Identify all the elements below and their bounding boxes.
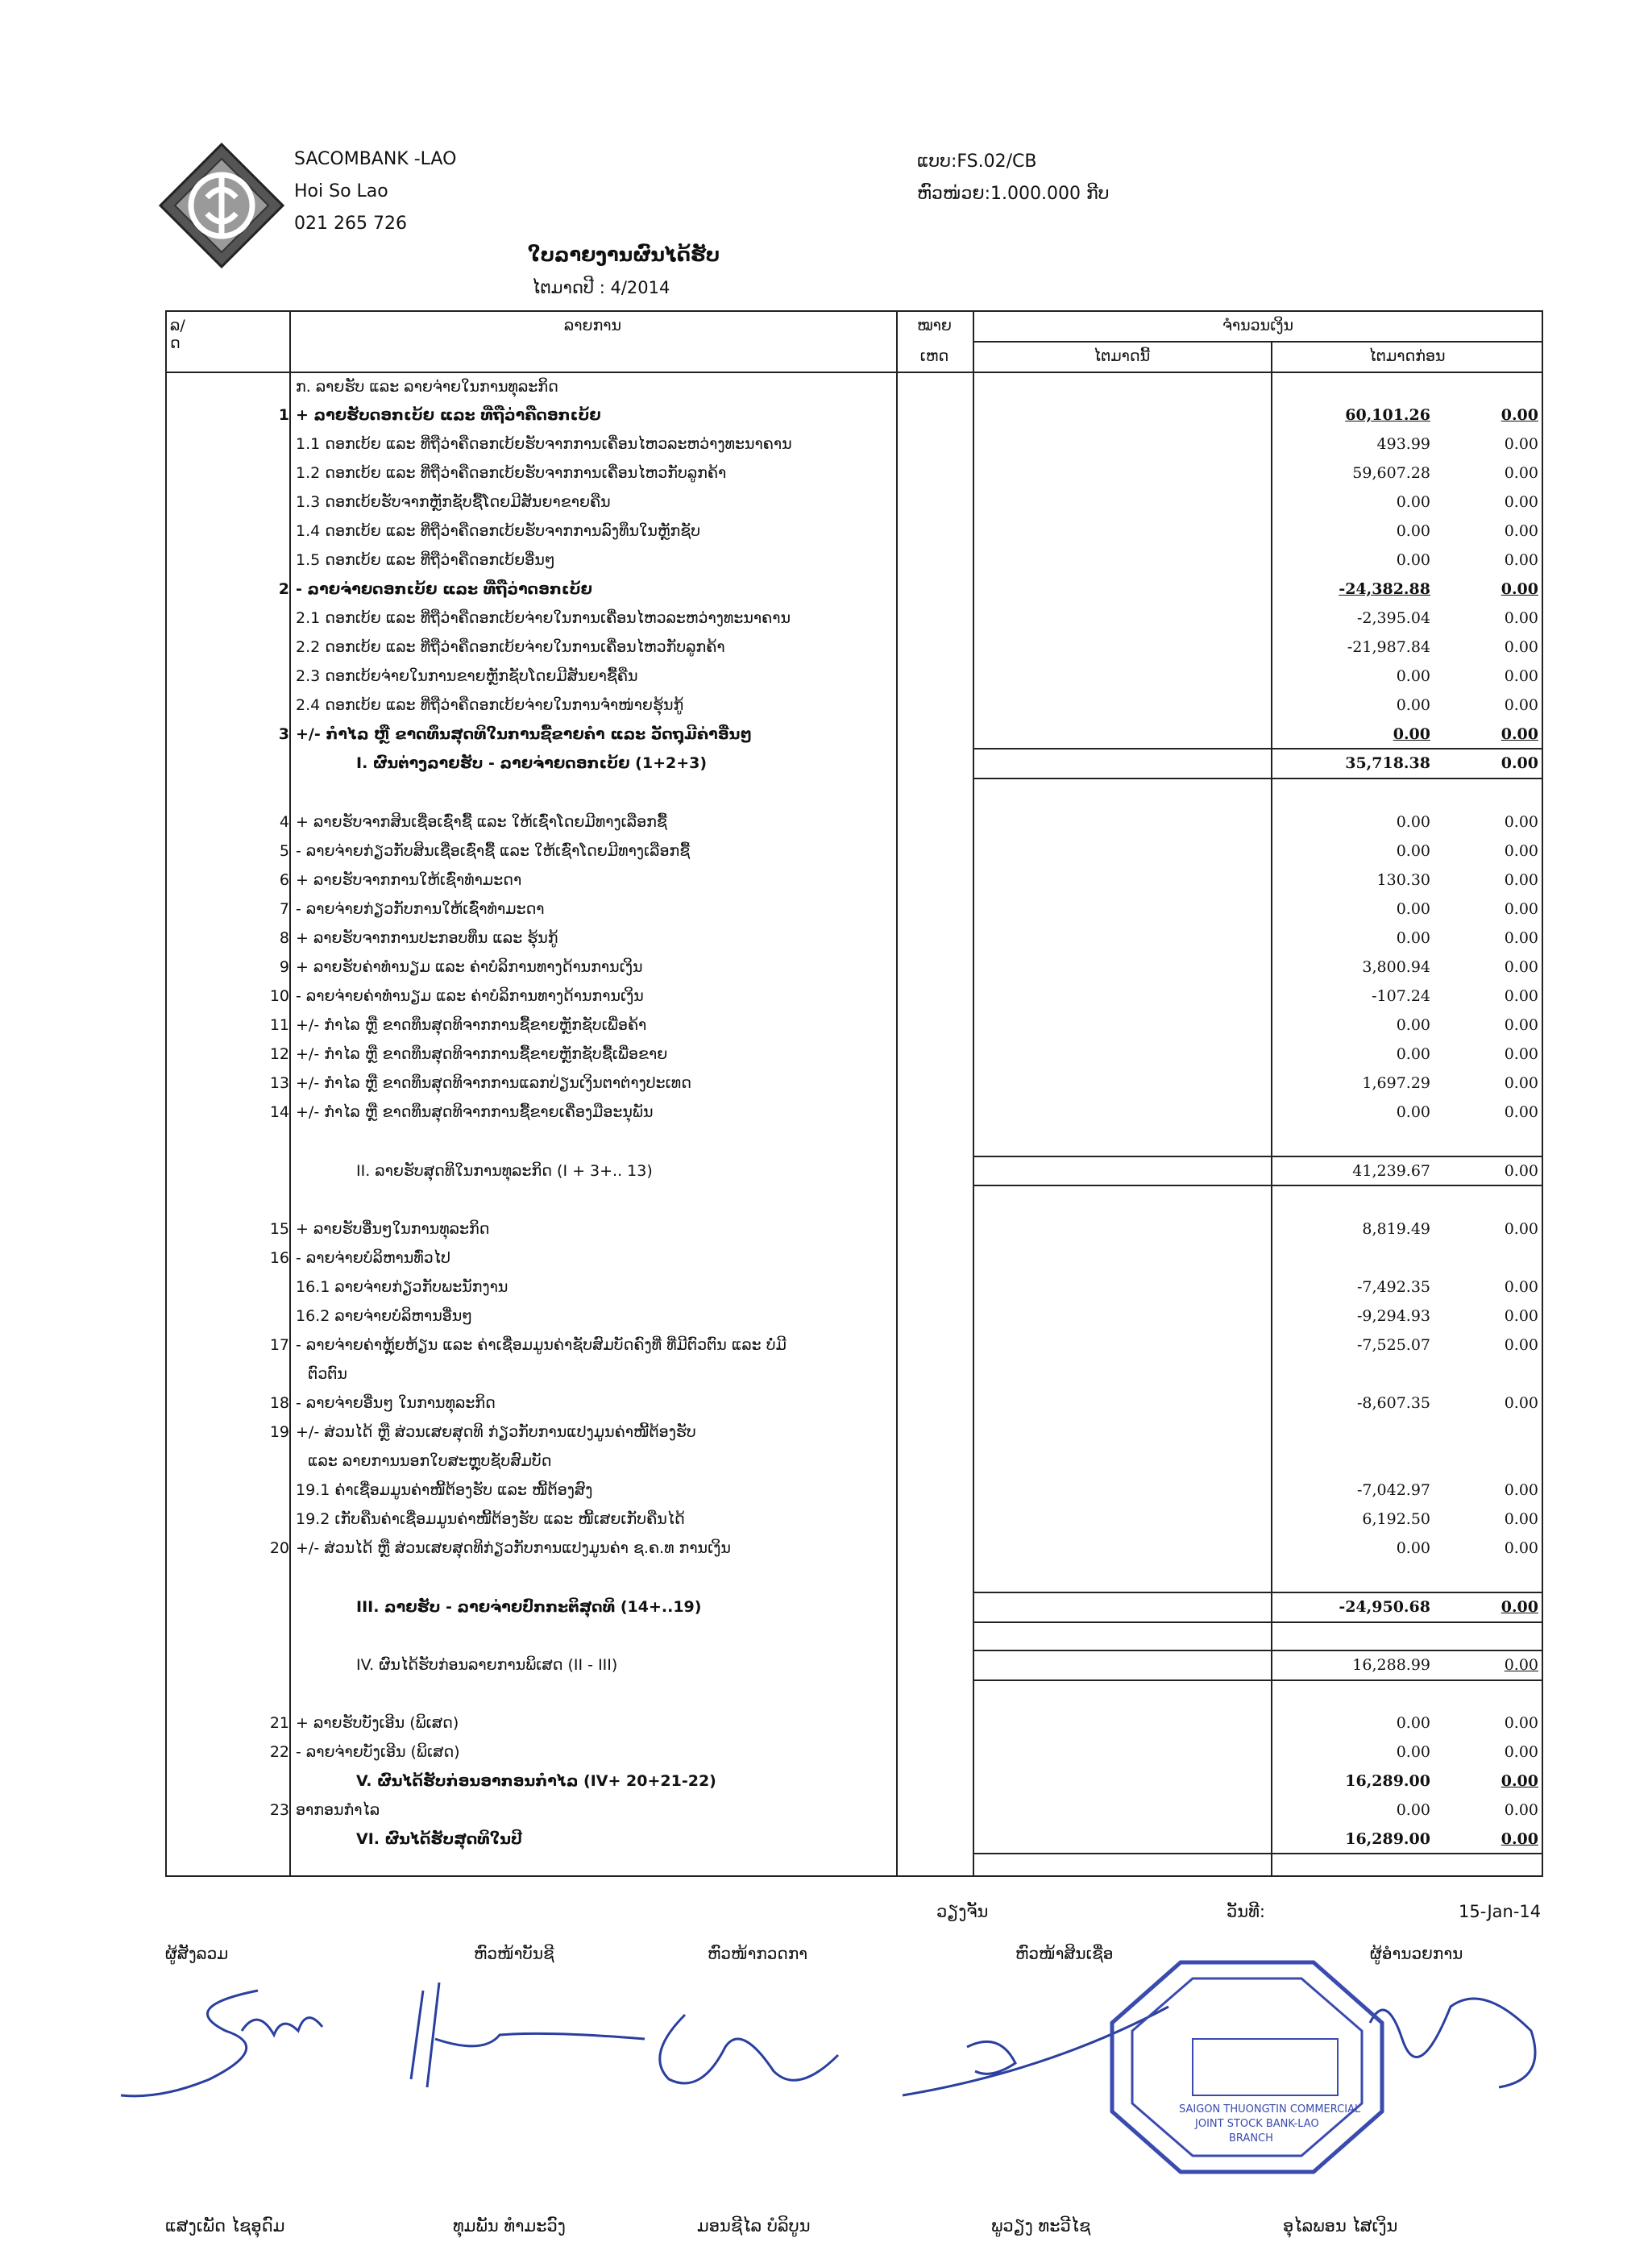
row-current-value: 3,800.94 [1362, 958, 1430, 976]
row-number: 8 [279, 929, 289, 947]
signatory-title-5: ຜູ້ອຳນວຍການ [1370, 1944, 1463, 1963]
row-previous-value: 0.00 [1504, 871, 1538, 889]
table-separator [973, 1621, 1543, 1623]
table-row [167, 1592, 1545, 1621]
col-note-header-2: ເຫດ [919, 347, 949, 365]
col-note-header: ໝາຍ [917, 317, 952, 334]
row-previous-value: 0.00 [1500, 754, 1538, 772]
table-row [167, 575, 1545, 604]
table-row [167, 1273, 1545, 1302]
table-row [167, 633, 1545, 662]
row-label: 2.4 ດອກເບ້ຍ ແລະ ທີ່ຖືວ່າຄືດອກເບ້ຍຈ່າຍໃນການຈຳໜ່າຍຮຸ້ນກູ້ [296, 696, 684, 714]
table-separator [973, 1185, 1543, 1186]
stamp-line-1: SAIGON THUONGTIN COMMERCIAL [1179, 2103, 1361, 2115]
table-row [167, 808, 1545, 837]
form-unit: ຫົວໜ່ວຍ:1.000.000 ກີບ [917, 184, 1110, 204]
row-current-value: -8,607.35 [1356, 1394, 1430, 1412]
row-number: 10 [269, 987, 289, 1005]
table-row [167, 1709, 1545, 1738]
signatory-title-4: ຫົວໜ້າສິນເຊື່ອ [1015, 1944, 1114, 1963]
row-number: 2 [278, 580, 289, 598]
row-label: + ລາຍຮັບອື່ນໆໃນການທຸລະກິດ [296, 1220, 490, 1238]
row-number: 22 [269, 1743, 289, 1761]
row-previous-value: 0.00 [1504, 1714, 1538, 1732]
table-row [167, 837, 1545, 866]
row-number: 1 [278, 406, 289, 424]
col-no-header: ລ/ດ [170, 317, 185, 352]
row-label: 19.2 ເກັບຄືນຄ່າເຊື່ອມມູນຄ່າໜີ້ຕ້ອງຮັບ ແລະ ໜີ້ເສຍເກັບຄືນໄດ້ [296, 1510, 685, 1528]
table-separator [973, 1853, 1543, 1854]
table-row [167, 1505, 1545, 1534]
row-label: 1.3 ດອກເບ້ຍຮັບຈາກຫຼັກຊັບຊື້ໂດຍມີສັນຍາຂາຍຄືນ [296, 493, 611, 511]
col-current-header: ໄຕມາດນີ້ [1093, 347, 1151, 365]
row-label: II. ລາຍຮັບສຸດທິໃນການທຸລະກິດ (I + 3+.. 13) [356, 1162, 653, 1180]
table-row [167, 1360, 1545, 1389]
row-label: 2.3 ດອກເບ້ຍຈ່າຍໃນການຂາຍຫຼັກຊັບໂດຍມີສັນຍາຊື້ຄືນ [296, 667, 638, 685]
table-row [167, 691, 1545, 720]
row-previous-value: 0.00 [1504, 1162, 1538, 1180]
row-previous-value: 0.00 [1504, 1743, 1538, 1761]
row-previous-value: 0.00 [1504, 987, 1538, 1005]
row-previous-value: 0.00 [1504, 464, 1538, 482]
row-label: 1.1 ດອກເບ້ຍ ແລະ ທີ່ຖືວ່າຄືດອກເບ້ຍຮັບຈາກການເຄື່ອນໄຫວລະຫວ່າງທະນາຄານ [296, 435, 792, 453]
row-number: 5 [279, 842, 289, 860]
row-previous-value: 0.00 [1504, 813, 1538, 831]
table-row [167, 488, 1545, 517]
row-current-value: 59,607.28 [1352, 464, 1430, 482]
row-label: +/- ກຳໄລ ຫຼື ຂາດທຶນສຸດທິຈາກການຊື້ຂາຍຫຼັກຊັບເພື່ອຄ້າ [296, 1016, 647, 1034]
table-separator [973, 1679, 1543, 1681]
table-row [167, 1447, 1545, 1476]
row-previous-value: 0.00 [1504, 1539, 1538, 1557]
table-row [167, 1302, 1545, 1331]
row-previous-value: 0.00 [1504, 1016, 1538, 1034]
row-current-value: -2,395.04 [1356, 609, 1430, 627]
bank-name: SACOMBANK -LAO [294, 149, 457, 169]
row-current-value: 6,192.50 [1362, 1510, 1430, 1528]
table-row [167, 1011, 1545, 1040]
row-current-value: 8,819.49 [1362, 1220, 1430, 1238]
row-current-value: 0.00 [1396, 522, 1430, 540]
bank-branch: Hoi So Lao [294, 181, 388, 201]
row-label: + ລາຍຮັບຈາກການໃຫ້ເຊົ່າທຳມະດາ [296, 871, 522, 889]
row-previous-value: 0.00 [1504, 842, 1538, 860]
row-number: 16 [269, 1249, 289, 1267]
row-previous-value: 0.00 [1504, 1510, 1538, 1528]
table-row [167, 430, 1545, 459]
row-current-value: 41,239.67 [1352, 1162, 1430, 1180]
footer-place: ວຽງຈັນ [936, 1902, 989, 1921]
row-label: +/- ກຳໄລ ຫຼື ຂາດທຶນສຸດທິໃນການຊື້ຂາຍຄຳ ແລະ ວັດຖຸມີຄ່າອື່ນໆ [296, 725, 752, 743]
table-row [167, 866, 1545, 895]
table-row [167, 1476, 1545, 1505]
row-current-value: 0.00 [1396, 1801, 1430, 1819]
report-period: ໄຕມາດປີ : 4/2014 [532, 278, 670, 297]
table-row [167, 604, 1545, 633]
row-previous-value: 0.00 [1504, 638, 1538, 656]
table-row [167, 1796, 1545, 1825]
table-row [167, 924, 1545, 953]
row-label: + ລາຍຮັບຈາກການປະກອບທຶນ ແລະ ຮຸ້ນກູ້ [296, 929, 558, 947]
row-current-value: 0.00 [1396, 551, 1430, 569]
row-previous-value: 0.00 [1504, 1220, 1538, 1238]
table-row [167, 953, 1545, 982]
signatory-title-1: ຜູ້ສັງລວມ [165, 1944, 229, 1963]
row-label: + ລາຍຮັບດອກເບ້ຍ ແລະ ທີ່ຖືວ່າຄືດອກເບ້ຍ [296, 406, 601, 424]
stamp-line-3: BRANCH [1229, 2132, 1273, 2145]
row-label: +/- ກຳໄລ ຫຼື ຂາດທຶນສຸດທິຈາກການຊື້ຂາຍຫຼັກຊັບຊື້ເພື່ອຂາຍ [296, 1045, 668, 1063]
signatory-title-2: ຫົວໜ້າບັນຊີ [474, 1944, 554, 1963]
row-number: 17 [269, 1336, 289, 1354]
table-row [167, 1389, 1545, 1418]
row-label: - ລາຍຈ່າຍບໍລິຫານທົ່ວໄປ [296, 1249, 450, 1267]
company-stamp [1108, 1958, 1386, 2176]
bank-logo [157, 141, 286, 270]
table-row [167, 401, 1545, 430]
row-previous-value: 0.00 [1504, 1103, 1538, 1121]
row-previous-value: 0.00 [1500, 1830, 1538, 1848]
row-number: 21 [269, 1714, 289, 1732]
row-current-value: -7,042.97 [1356, 1481, 1430, 1499]
row-label: - ລາຍຈ່າຍບັງເອີນ (ພິເສດ) [296, 1743, 460, 1761]
row-current-value: 0.00 [1396, 1016, 1430, 1034]
row-label: I. ຜົນຕ່າງລາຍຮັບ - ລາຍຈ່າຍດອກເບ້ຍ (1+2+3) [356, 754, 708, 772]
table-row [167, 372, 1545, 401]
signatory-name-5: ອຸໄລພອນ ໄສເງິນ [1283, 2216, 1398, 2236]
signatory-name-4: ພູວຽງ ທະວີໄຊ [991, 2216, 1091, 2236]
row-number: 11 [269, 1016, 289, 1034]
row-label: + ລາຍຮັບບັງເອີນ (ພິເສດ) [296, 1714, 459, 1732]
row-current-value: 35,718.38 [1345, 754, 1430, 772]
table-separator [973, 748, 1543, 749]
row-label: - ລາຍຈ່າຍຄ່າຫຼຸ້ຍຫ້ຽນ ແລະ ຄ່າເຊື່ອມມູນຄ່າຊັບສົມບັດຄົງທີ່ ທີ່ມີຕົວຕົນ ແລະ ບໍ່ມີ [296, 1336, 787, 1354]
table-row [167, 1767, 1545, 1796]
row-label: ກ. ລາຍຮັບ ແລະ ລາຍຈ່າຍໃນການທຸລະກິດ [296, 378, 558, 396]
row-label: ແລະ ລາຍການນອກໃບສະຫຼຸບຊັບສົມບັດ [308, 1452, 552, 1470]
row-current-value: -7,492.35 [1356, 1278, 1430, 1296]
row-label: V. ຜົນໄດ້ຮັບກ່ອນອາກອນກຳໄລ (IV+ 20+21-22) [356, 1772, 716, 1790]
table-row [167, 1214, 1545, 1244]
row-number: 23 [269, 1801, 289, 1819]
row-label: ອາກອນກຳໄລ [296, 1801, 380, 1819]
table-row [167, 720, 1545, 749]
table-row [167, 895, 1545, 924]
row-number: 4 [279, 813, 289, 831]
table-row [167, 1069, 1545, 1098]
row-label: VI. ຜົນໄດ້ຮັບສຸດທິໃນປີ [356, 1830, 522, 1848]
row-label: 16.1 ລາຍຈ່າຍກ່ຽວກັບພະນັກງານ [296, 1278, 508, 1296]
row-current-value: 60,101.26 [1345, 406, 1430, 424]
table-row [167, 1418, 1545, 1447]
table-row [167, 517, 1545, 546]
row-number: 9 [279, 958, 289, 976]
row-current-value: 493.99 [1376, 435, 1430, 453]
row-previous-value: 0.00 [1504, 696, 1538, 714]
signatory-title-3: ຫົວໜ້າກວດກາ [708, 1944, 808, 1963]
table-row [167, 662, 1545, 691]
bank-phone: 021 265 726 [294, 214, 407, 234]
row-current-value: 0.00 [1396, 900, 1430, 918]
footer-date: 15-Jan-14 [1459, 1902, 1542, 1921]
row-previous-value: 0.00 [1500, 406, 1538, 424]
table-row [167, 982, 1545, 1011]
table-row [167, 546, 1545, 575]
row-label: 19.1 ຄ່າເຊື່ອມມູນຄ່າໜີ້ຕ້ອງຮັບ ແລະ ໜີ້ຕ້ອງສົງ [296, 1481, 593, 1499]
col-previous-header: ໄຕມາດກ່ອນ [1368, 347, 1446, 365]
row-label: + ລາຍຮັບຈາກສິນເຊື່ອເຊົ່າຊື້ ແລະ ໃຫ້ເຊົ່າໂດຍມີທາງເລືອກຊື້ [296, 813, 667, 831]
row-previous-value: 0.00 [1504, 1336, 1538, 1354]
row-previous-value: 0.00 [1504, 609, 1538, 627]
row-label: - ລາຍຈ່າຍອື່ນໆ ໃນການທຸລະກິດ [296, 1394, 496, 1412]
row-number: 15 [269, 1220, 289, 1238]
row-previous-value: 0.00 [1504, 1394, 1538, 1412]
row-label: +/- ສ່ວນໄດ້ ຫຼື ສ່ວນເສຍສຸດທິກ່ຽວກັບການແປງມູນຄ່າ ຊ.ຄ.ທ ການເງິນ [296, 1539, 731, 1557]
row-current-value: 16,289.00 [1345, 1772, 1430, 1790]
row-previous-value: 0.00 [1504, 1481, 1538, 1499]
row-previous-value: 0.00 [1504, 667, 1538, 685]
row-current-value: 0.00 [1396, 1045, 1430, 1063]
row-label: - ລາຍຈ່າຍດອກເບ້ຍ ແລະ ທີ່ຖືວ່າດອກເບ້ຍ [296, 580, 592, 598]
table-row [167, 1040, 1545, 1069]
row-current-value: 0.00 [1396, 696, 1430, 714]
row-number: 6 [279, 871, 289, 889]
row-label: + ລາຍຮັບຄ່າທຳນຽມ ແລະ ຄ່າບໍລິການທາງດ້ານການເງິນ [296, 958, 643, 976]
row-previous-value: 0.00 [1500, 1598, 1538, 1616]
table-separator [973, 1156, 1543, 1157]
row-current-value: 16,288.99 [1352, 1656, 1430, 1674]
row-previous-value: 0.00 [1504, 1278, 1538, 1296]
row-number: 7 [279, 900, 289, 918]
row-current-value: 16,289.00 [1345, 1830, 1430, 1848]
row-label: IV. ຜົນໄດ້ຮັບກ່ອນລາຍການພິເສດ (II - III) [356, 1656, 618, 1674]
row-current-value: 0.00 [1396, 1714, 1430, 1732]
row-label: ຕົວຕົນ [308, 1365, 347, 1383]
row-current-value: -9,294.93 [1356, 1307, 1430, 1325]
table-separator [973, 1592, 1543, 1593]
row-label: - ລາຍຈ່າຍຄ່າທຳນຽມ ແລະ ຄ່າບໍລິການທາງດ້ານການເງິນ [296, 987, 644, 1005]
row-previous-value: 0.00 [1504, 1307, 1538, 1325]
table-separator [973, 1650, 1543, 1651]
footer-date-label: ວັນທີ: [1227, 1902, 1265, 1921]
row-label: 16.2 ລາຍຈ່າຍບໍລິຫານອື່ນໆ [296, 1307, 473, 1325]
row-current-value: -107.24 [1372, 987, 1430, 1005]
row-current-value: 1,697.29 [1362, 1074, 1430, 1092]
row-number: 12 [269, 1045, 289, 1063]
row-previous-value: 0.00 [1504, 493, 1538, 511]
row-current-value: 0.00 [1396, 929, 1430, 947]
row-label: +/- ສ່ວນໄດ້ ຫຼື ສ່ວນເສຍສຸດທິ ກ່ຽວກັບການແປງມູນຄ່າໜີ້ຕ້ອງຮັບ [296, 1423, 696, 1441]
row-previous-value: 0.00 [1504, 435, 1538, 453]
row-previous-value: 0.00 [1500, 1772, 1538, 1790]
signatures [0, 1958, 1652, 2200]
table-row [167, 1331, 1545, 1360]
form-code: ແບບ:FS.02/CB [917, 152, 1037, 172]
table-separator [973, 778, 1543, 779]
col-amount-header: ຈຳນວນເງິນ [1222, 317, 1294, 334]
row-label: 1.4 ດອກເບ້ຍ ແລະ ທີ່ຖືວ່າຄືດອກເບ້ຍຮັບຈາກການລົງທຶນໃນຫຼັກຊັບ [296, 522, 701, 540]
row-label: +/- ກຳໄລ ຫຼື ຂາດທຶນສຸດທິຈາກການຊື້ຂາຍເຄື່ອງມືອະນຸພັນ [296, 1103, 654, 1121]
stamp-line-2: JOINT STOCK BANK-LAO [1195, 2118, 1319, 2130]
row-label: - ລາຍຈ່າຍກ່ຽວກັບສິນເຊື່ອເຊົ່າຊື້ ແລະ ໃຫ້ເຊົ່າໂດຍມີທາງເລືອກຊື້ [296, 842, 691, 860]
row-previous-value: 0.00 [1504, 1801, 1538, 1819]
row-current-value: 0.00 [1393, 725, 1430, 743]
row-number: 20 [269, 1539, 289, 1557]
signatory-name-2: ທຸມພັນ ທຳມະວົງ [453, 2216, 566, 2236]
row-number: 18 [269, 1394, 289, 1412]
table-row [167, 749, 1545, 778]
row-previous-value: 0.00 [1504, 1045, 1538, 1063]
row-previous-value: 0.00 [1504, 1656, 1538, 1674]
signatory-name-1: ແສງເພັດ ໄຊອຸດົມ [165, 2216, 285, 2236]
table-row [167, 1098, 1545, 1127]
row-current-value: 0.00 [1396, 667, 1430, 685]
signatory-name-3: ມອນຊີໄລ ບໍລິບູນ [697, 2216, 811, 2236]
row-previous-value: 0.00 [1504, 958, 1538, 976]
row-previous-value: 0.00 [1504, 929, 1538, 947]
row-label: 1.5 ດອກເບ້ຍ ແລະ ທີ່ຖືວ່າຄືດອກເບ້ຍອື່ນໆ [296, 551, 555, 569]
income-statement-table [165, 310, 1543, 1877]
row-number: 3 [278, 725, 289, 743]
row-previous-value: 0.00 [1504, 522, 1538, 540]
row-label: 2.2 ດອກເບ້ຍ ແລະ ທີ່ຖືວ່າຄືດອກເບ້ຍຈ່າຍໃນການເຄື່ອນໄຫວກັບລູກຄ້າ [296, 638, 725, 656]
row-label: - ລາຍຈ່າຍກ່ຽວກັບການໃຫ້ເຊົ່າທຳມະດາ [296, 900, 545, 918]
table-row [167, 1534, 1545, 1563]
row-previous-value: 0.00 [1504, 1074, 1538, 1092]
row-current-value: 0.00 [1396, 813, 1430, 831]
row-current-value: 0.00 [1396, 493, 1430, 511]
col-item-header: ລາຍການ [563, 317, 622, 334]
row-previous-value: 0.00 [1500, 725, 1538, 743]
table-row [167, 1156, 1545, 1185]
row-number: 14 [269, 1103, 289, 1121]
row-previous-value: 0.00 [1504, 551, 1538, 569]
row-number: 19 [269, 1423, 289, 1441]
row-current-value: 0.00 [1396, 1103, 1430, 1121]
row-previous-value: 0.00 [1504, 900, 1538, 918]
row-current-value: 0.00 [1396, 842, 1430, 860]
table-row [167, 1738, 1545, 1767]
report-title: ໃບລາຍງານຜົນໄດ້ຮັບ [528, 243, 720, 266]
row-current-value: 0.00 [1396, 1539, 1430, 1557]
table-row [167, 1650, 1545, 1679]
table-row [167, 1244, 1545, 1273]
row-number: 13 [269, 1074, 289, 1092]
table-row [167, 1825, 1545, 1854]
row-current-value: -21,987.84 [1347, 638, 1430, 656]
row-label: III. ລາຍຮັບ - ລາຍຈ່າຍປົກກະຕິສຸດທິ (14+..19) [356, 1598, 702, 1616]
row-current-value: -24,950.68 [1339, 1598, 1430, 1616]
row-label: +/- ກຳໄລ ຫຼື ຂາດທຶນສຸດທິຈາກການແລກປ່ຽນເງິນຕາຕ່າງປະເທດ [296, 1074, 691, 1092]
row-current-value: 130.30 [1376, 871, 1430, 889]
row-current-value: 0.00 [1396, 1743, 1430, 1761]
row-label: 2.1 ດອກເບ້ຍ ແລະ ທີ່ຖືວ່າຄືດອກເບ້ຍຈ່າຍໃນການເຄື່ອນໄຫວລະຫວ່າງທະນາຄານ [296, 609, 791, 627]
row-previous-value: 0.00 [1500, 580, 1538, 598]
row-label: 1.2 ດອກເບ້ຍ ແລະ ທີ່ຖືວ່າຄືດອກເບ້ຍຮັບຈາກການເຄື່ອນໄຫວກັບລູກຄ້າ [296, 464, 727, 482]
table-row [167, 459, 1545, 488]
row-current-value: -7,525.07 [1356, 1336, 1430, 1354]
row-current-value: -24,382.88 [1339, 580, 1430, 598]
